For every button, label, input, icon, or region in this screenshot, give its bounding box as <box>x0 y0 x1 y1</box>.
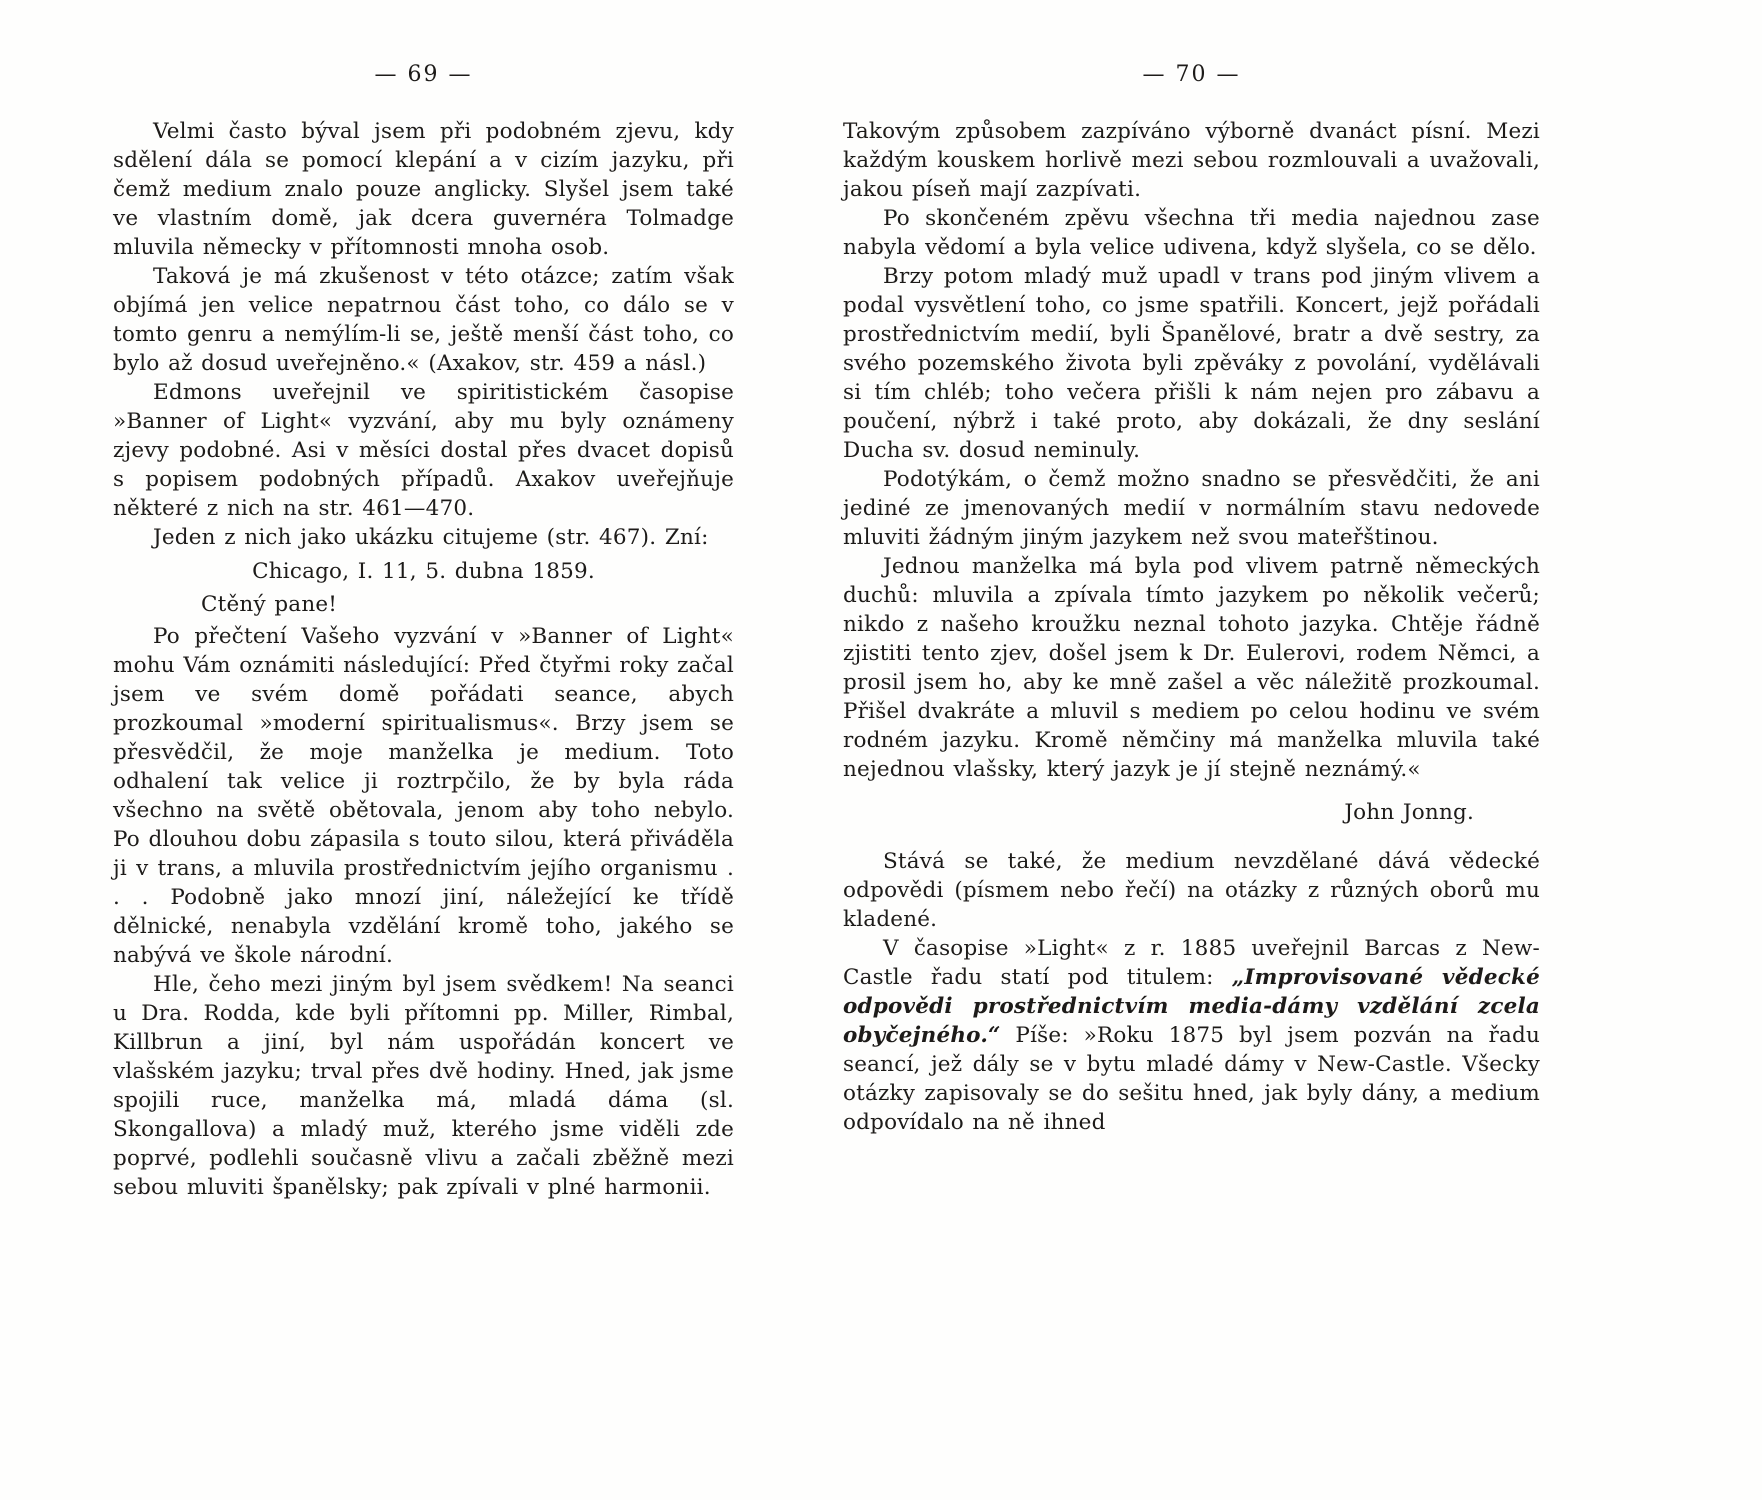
paragraph: Velmi často býval jsem při podobném zjevu, kdy sdělení dála se pomocí klepání a v cizím jazyku, při čemž medium znalo pouze anglicky. Slyšel jsem také ve vlastním domě, jak dcera guvernéra Tolmadge mluvila německy v přítomnosti mnoha osob. <box>113 119 734 260</box>
paragraph: Jednou manželka má byla pod vlivem patrně německých duchů: mluvila a zpívala tímto jazykem po několik večerů; nikdo z našeho kroužku neznal tohoto jazyka. Chtěje řádně zjistiti tento zjev, došel jsem k Dr. Eulerovi, rodem Němci, a prosil jsem ho, aby ke mně zašel a věc náležitě prozkoumal. Přišel dvakráte a mluvil s mediem po celou hodinu ve svém rodném jazyku. Kromě němčiny má manželka mluvila také nejednou vlašsky, který jazyk je jí stejně neznámý.« <box>843 554 1540 782</box>
paragraph: Po skončeném zpěvu všechna tři media najednou zase nabyla vědomí a byla velice udivena, když slyšela, co se dělo. <box>843 206 1540 260</box>
page-number: — 70 — <box>1142 62 1241 87</box>
letter-dateline: Chicago, I. 11, 5. dubna 1859. <box>252 559 595 584</box>
paragraph: Brzy potom mladý muž upadl v trans pod jiným vlivem a podal vysvětlení toho, co jsme spatřili. Koncert, jejž pořádali prostřednictvím medií, byli Španělové, bratr a dvě sestry, za svého pozemského života byli zpěváky z povolání, vydělávali si tím chléb; toho večera přišli k nám nejen pro zábavu a poučení, nýbrž i také proto, aby dokázali, že dny seslání Ducha sv. dosud neminuly. <box>843 264 1540 463</box>
letter-salutation: Ctěný pane! <box>201 592 338 617</box>
paragraph-text: V časopise »Light« z r. 1885 uveřejnil Barcas z New-Castle řadu statí pod titulem: <box>843 936 1540 990</box>
paragraph: Jeden z nich jako ukázku citujeme (str. 467). Zní: <box>153 525 709 550</box>
letter-signature: John Jonng. <box>1344 800 1474 825</box>
paragraph-text: Píše: »Roku 1875 byl jsem pozván na řadu seancí, jež dály se v bytu mladé dámy v New-Castle. Všecky otázky zapisovaly se do sešitu hned, jak byly dány, a medium odpovídalo na ně ihned <box>843 1023 1540 1135</box>
paragraph: Taková je má zkušenost v této otázce; zatím však objímá jen velice nepatrnou část toho, co dálo se v tomto genru a nemýlím-li se, ještě menší část toho, co bylo až dosud uveřejněno.« (Axakov, str. 459 a násl.) <box>113 264 734 376</box>
paragraph <box>843 934 1540 1137</box>
page-number: — 69 — <box>374 62 473 87</box>
paragraph: Stává se také, že medium nevzdělané dává vědecké odpovědi (písmem nebo řečí) na otázky z různých oborů mu kladené. <box>843 849 1540 932</box>
paragraph: Podotýkám, o čemž možno snadno se přesvědčiti, že ani jediné ze jmenovaných medií v normálním stavu nedovede mluviti žádným jiným jazykem než svou mateřštinou. <box>843 467 1540 550</box>
paragraph: Hle, čeho mezi jiným byl jsem svědkem! Na seanci u Dra. Rodda, kde byli přítomni pp. Miller, Rimbal, Killbrun a jiní, byl nám uspořádán koncert ve vlašském jazyku; trval přes dvě hodiny. Hned, jak jsme spojili ruce, manželka má, mladá dáma (sl. Skongallova) a mladý muž, kterého jsme viděli zde poprvé, podlehli současně vlivu a začali zběžně mezi sebou mluviti španělsky; pak zpívali v plné harmonii. <box>113 972 734 1200</box>
paragraph: Takovým způsobem zazpíváno výborně dvanáct písní. Mezi každým kouskem horlivě mezi sebou rozmlouvali a uvažovali, jakou píseň mají zazpívati. <box>843 119 1540 202</box>
page-right-70 <box>843 0 1540 1137</box>
paragraph: Edmons uveřejnil ve spiritistickém časopise »Banner of Light« vyzvání, aby mu byly oznámeny zjevy podobné. Asi v měsíci dostal přes dvacet dopisů s popisem podobných případů. Axakov uveřejňuje některé z nich na str. 461—470. <box>113 380 734 521</box>
paragraph: Po přečtení Vašeho vyzvání v »Banner of Light« mohu Vám oznámiti následující: Před čtyřmi roky začal jsem ve svém domě pořádati seance, abych prozkoumal »moderní spiritualismus«. Brzy jsem se přesvědčil, že moje manželka je medium. Toto odhalení tak velice ji roztrpčilo, že by byla ráda všechno na světě obětovala, jenom aby toho nebylo. Po dlouhou dobu zápasila s touto silou, která přiváděla ji v trans, a mluvila prostřednictvím jejího organismu . . . Podobně jako mnozí jiní, náležející ke třídě dělnické, nenabyla vzdělání kromě toho, jakého se nabývá ve škole národní. <box>113 624 734 968</box>
page-left-69 <box>113 0 734 1202</box>
emphasized-article-title: „Improvisované vědecké odpovědi prostřednictvím media-dámy vzdělání zcela obyčejného.“ <box>843 965 1540 1048</box>
